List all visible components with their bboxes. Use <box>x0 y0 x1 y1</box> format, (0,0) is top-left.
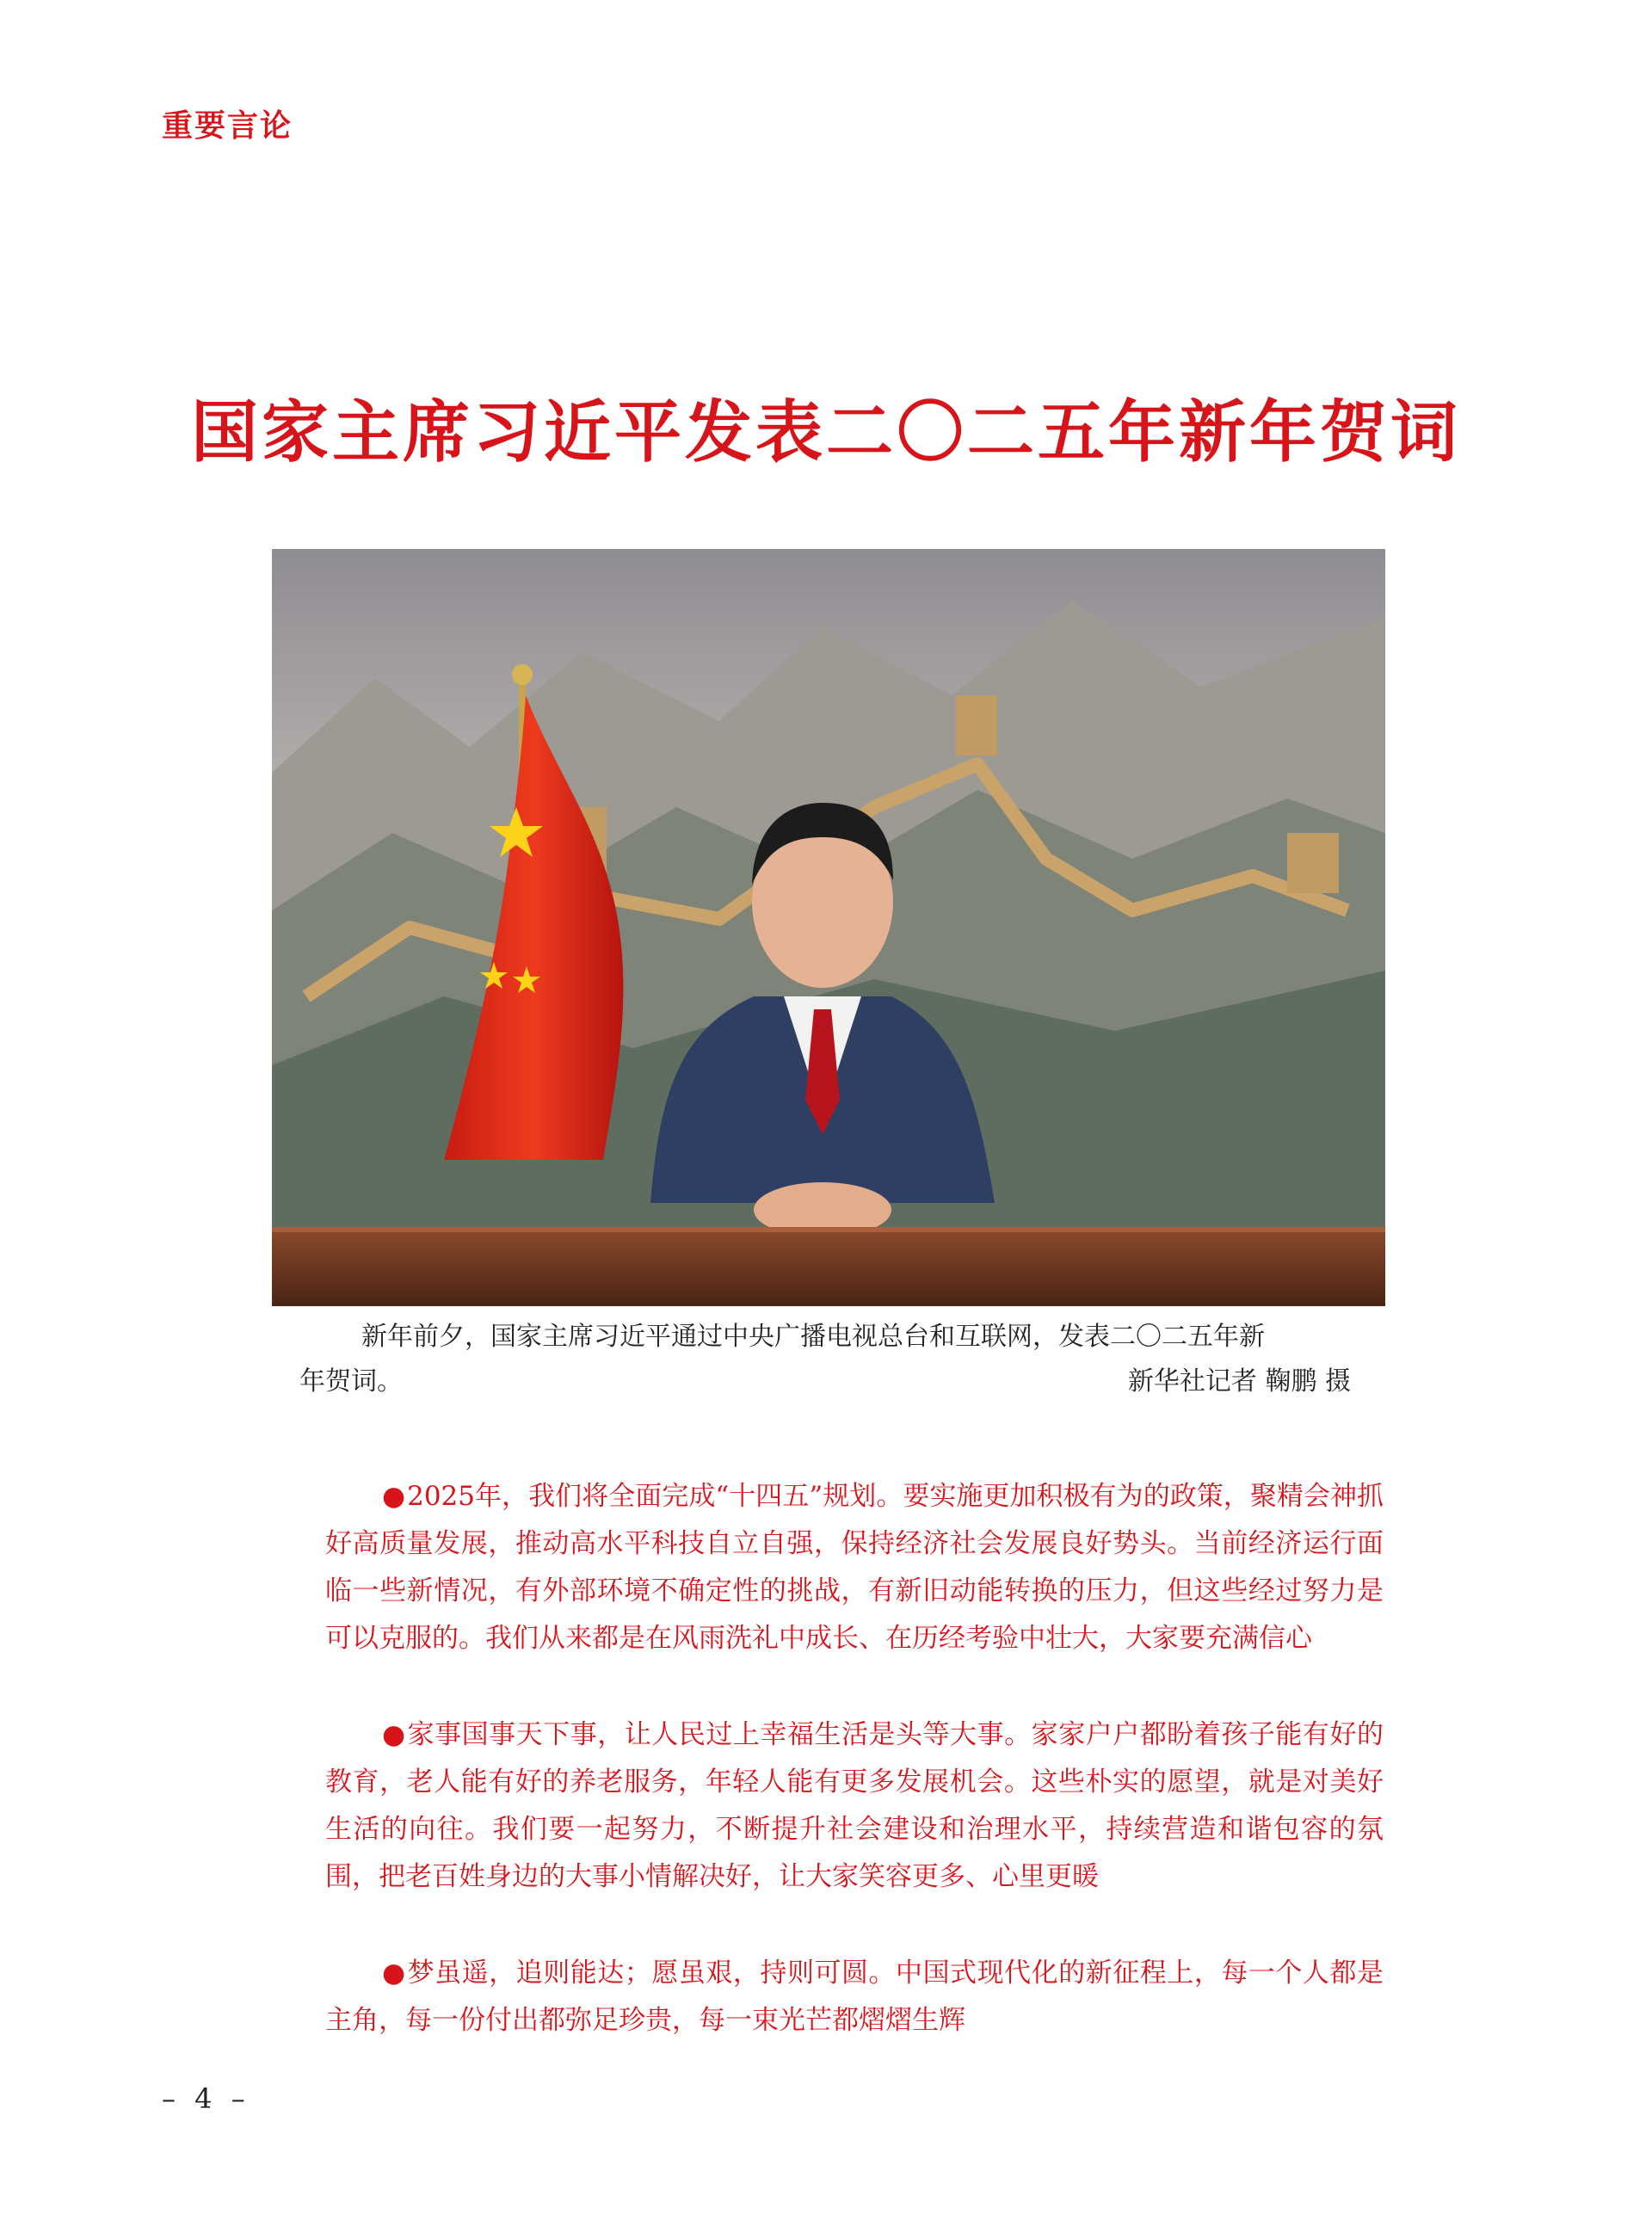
highlights <box>325 1473 1384 2093</box>
highlight-text: 家事国事天下事，让人民过上幸福生活是头等大事。家家户户都盼着孩子能有好的教育，老人能有好的养老服务，年轻人能有更多发展机会。这些朴实的愿望，就是对美好生活的向往。我们要一起努力，不断提升社会建设和治理水平，持续营造和谐包容的氛围，把老百姓身边的大事小情解决好，让大家笑容更多、心里更暖 <box>325 1719 1384 1892</box>
photo-credit: 新华社记者 鞠鹏 摄 <box>1127 1366 1351 1397</box>
highlight-paragraph <box>325 1473 1384 1662</box>
page-number: – 4 – <box>162 2082 250 2115</box>
caption-line: 新年前夕，国家主席习近平通过中央广播电视总台和互联网，发表二〇二五年新 <box>361 1322 1265 1352</box>
highlight-paragraph <box>325 1711 1384 1901</box>
article-title: 国家主席习近平发表二〇二五年新年贺词 <box>190 394 1461 472</box>
caption-line: 年贺词。 <box>299 1366 403 1397</box>
bullet-icon: ● <box>382 1481 406 1512</box>
highlight-text: 2025年，我们将全面完成“十四五”规划。要实施更加积极有为的政策，聚精会神抓好高质量发展，推动高水平科技自立自强，保持经济社会发展良好势头。当前经济运行面临一些新情况，有外部环境不确定性的挑战，有新旧动能转换的压力，但这些经过努力是可以克服的。我们从来都是在风雨洗礼中成长、在历经考验中壮大，大家要充满信心 <box>325 1481 1384 1654</box>
news-photo <box>272 549 1385 1306</box>
photo-caption <box>299 1315 1358 1404</box>
section-label: 重要言论 <box>162 108 293 144</box>
highlight-text: 梦虽遥，追则能达；愿虽艰，持则可圆。中国式现代化的新征程上，每一个人都是主角，每一份付出都弥足珍贵，每一束光芒都熠熠生辉 <box>325 1958 1384 2036</box>
bullet-icon: ● <box>382 1719 406 1750</box>
highlight-paragraph <box>325 1950 1384 2044</box>
bullet-icon: ● <box>382 1958 406 1989</box>
